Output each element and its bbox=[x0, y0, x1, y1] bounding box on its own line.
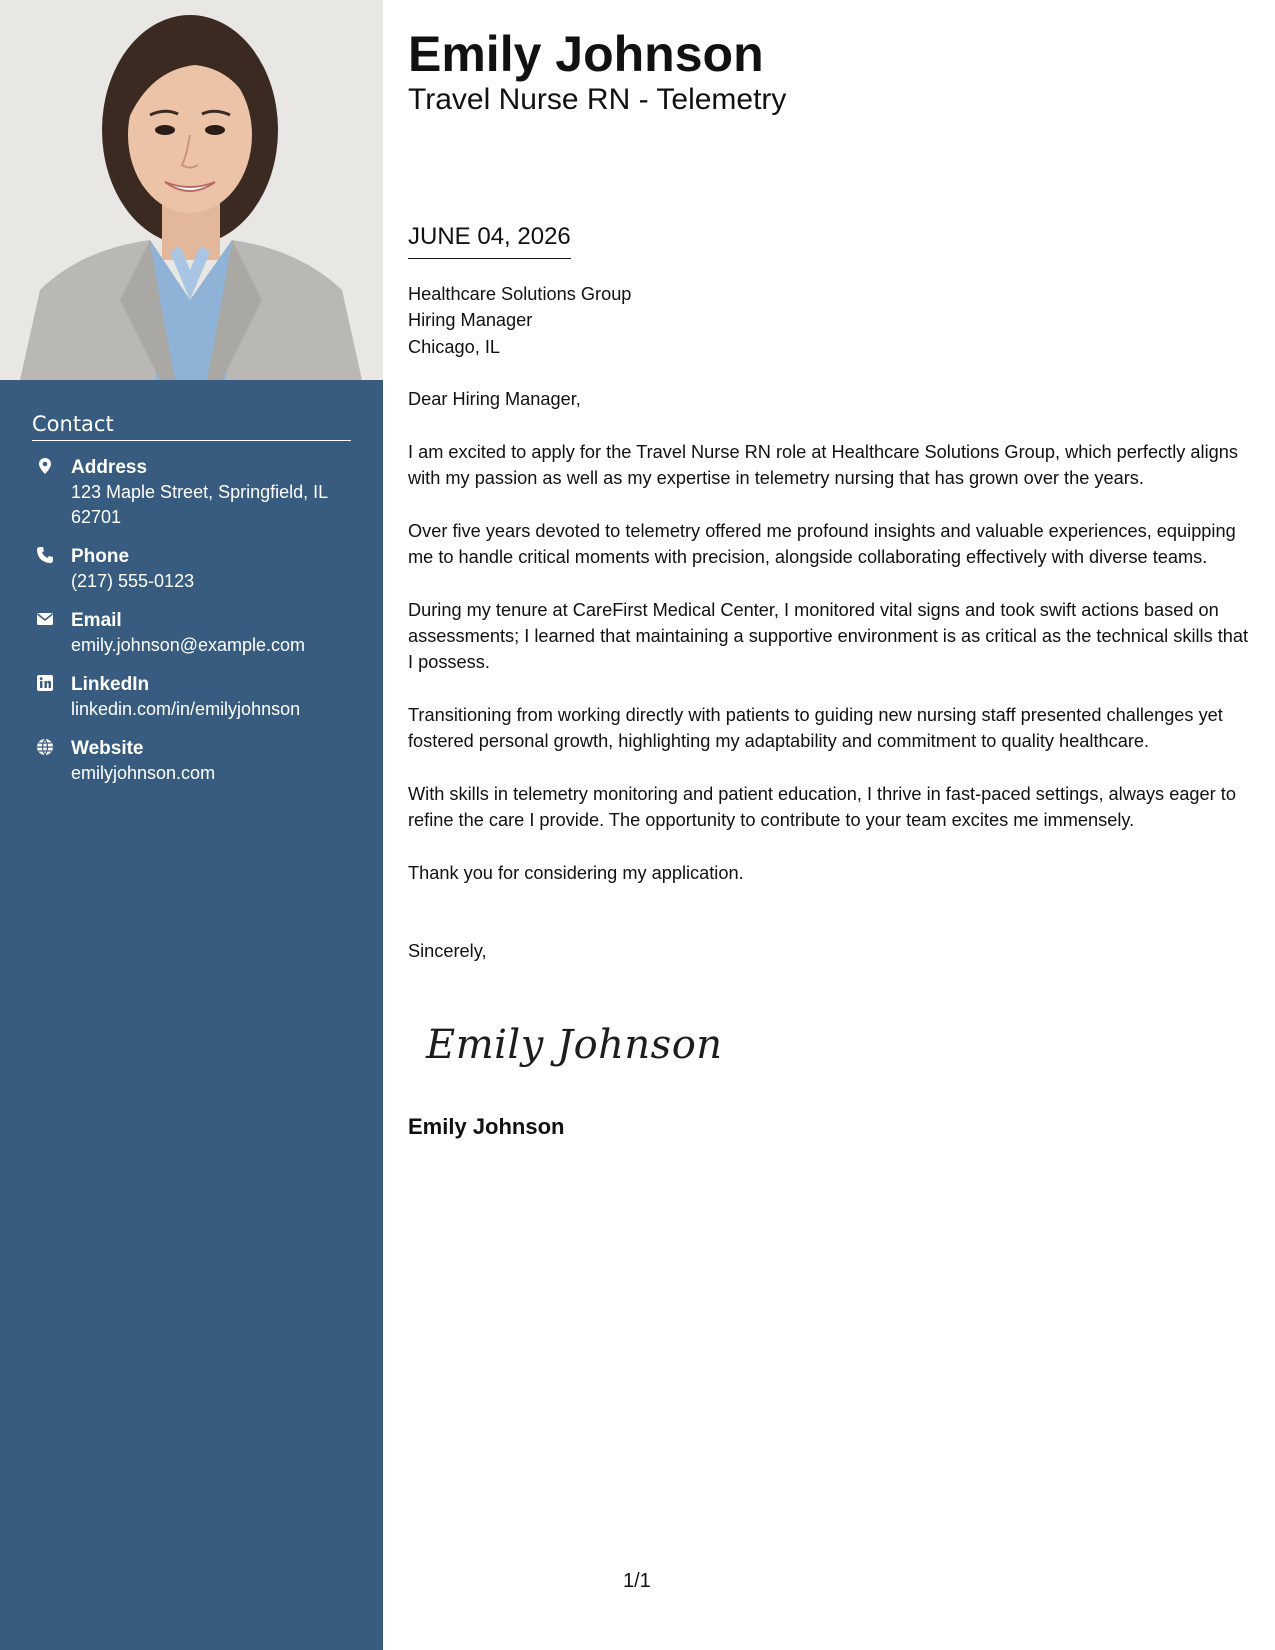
sidebar bbox=[0, 0, 383, 1650]
linkedin-icon bbox=[36, 674, 54, 692]
website-value[interactable]: emilyjohnson.com bbox=[71, 763, 216, 783]
paragraph: Transitioning from working directly with patients to guiding new nursing staff presented challenges yet fostered personal growth, highlighting my adaptability and commitment to quality healthcare. bbox=[408, 704, 1223, 752]
phone-value: (217) 555-0123 bbox=[71, 571, 195, 591]
linkedin-value[interactable]: linkedin.com/in/emilyjohnson bbox=[71, 699, 301, 719]
contact-email bbox=[32, 608, 351, 658]
contact-phone bbox=[32, 544, 351, 594]
contact-section bbox=[32, 412, 351, 800]
address-value: 123 Maple Street, Springfield, IL 62701 bbox=[71, 482, 328, 527]
letter-body bbox=[408, 281, 1253, 990]
page-number: 1/1 bbox=[623, 1570, 651, 1592]
paragraph: I am excited to apply for the Travel Nurse RN role at Healthcare Solutions Group, which perfectly aligns with my passion as well as my expertise in telemetry nursing that has grown over the years. bbox=[408, 441, 1238, 489]
profile-photo bbox=[0, 0, 383, 380]
signed-name: Emily Johnson bbox=[408, 1114, 565, 1139]
salutation: Dear Hiring Manager, bbox=[408, 389, 581, 410]
location-pin-icon bbox=[36, 457, 54, 475]
handwritten-signature: Emily Johnson bbox=[426, 1022, 723, 1068]
address-label: Address bbox=[71, 457, 148, 478]
closing: Sincerely, bbox=[408, 940, 487, 961]
email-value[interactable]: emily.johnson@example.com bbox=[71, 635, 306, 655]
paragraph: During my tenure at CareFirst Medical Center, I monitored vital signs and took swift actions based on assessments; I learned that maintaining a supportive environment is as critical as the technical skills that I possess. bbox=[408, 599, 1249, 673]
applicant-name: Emily Johnson bbox=[408, 26, 764, 82]
recipient-location: Chicago, IL bbox=[408, 336, 501, 357]
contact-address bbox=[32, 455, 351, 530]
linkedin-label: LinkedIn bbox=[71, 674, 150, 695]
paragraph: Over five years devoted to telemetry offered me profound insights and valuable experiences, equipping me to handle critical moments with precision, alongside collaborating effectively with diverse teams. bbox=[408, 520, 1236, 567]
paragraph: With skills in telemetry monitoring and patient education, I thrive in fast-paced settings, always eager to refine the care I provide. The opportunity to contribute to your team excites me immensely. bbox=[408, 783, 1236, 830]
recipient-company: Healthcare Solutions Group bbox=[408, 284, 632, 304]
phone-icon bbox=[36, 546, 54, 564]
website-label: Website bbox=[71, 738, 144, 759]
recipient-title: Hiring Manager bbox=[408, 310, 533, 331]
letter-date: JUNE 04, 2026 bbox=[408, 222, 571, 259]
email-label: Email bbox=[71, 610, 122, 631]
globe-icon bbox=[36, 738, 54, 756]
recipient-block bbox=[408, 281, 1253, 360]
applicant-role: Travel Nurse RN - Telemetry bbox=[408, 83, 787, 116]
phone-label: Phone bbox=[71, 546, 130, 567]
contact-title: Contact bbox=[32, 412, 351, 441]
contact-website bbox=[32, 736, 351, 786]
envelope-icon bbox=[36, 610, 54, 628]
paragraph: Thank you for considering my application. bbox=[408, 862, 744, 883]
contact-linkedin bbox=[32, 672, 351, 722]
